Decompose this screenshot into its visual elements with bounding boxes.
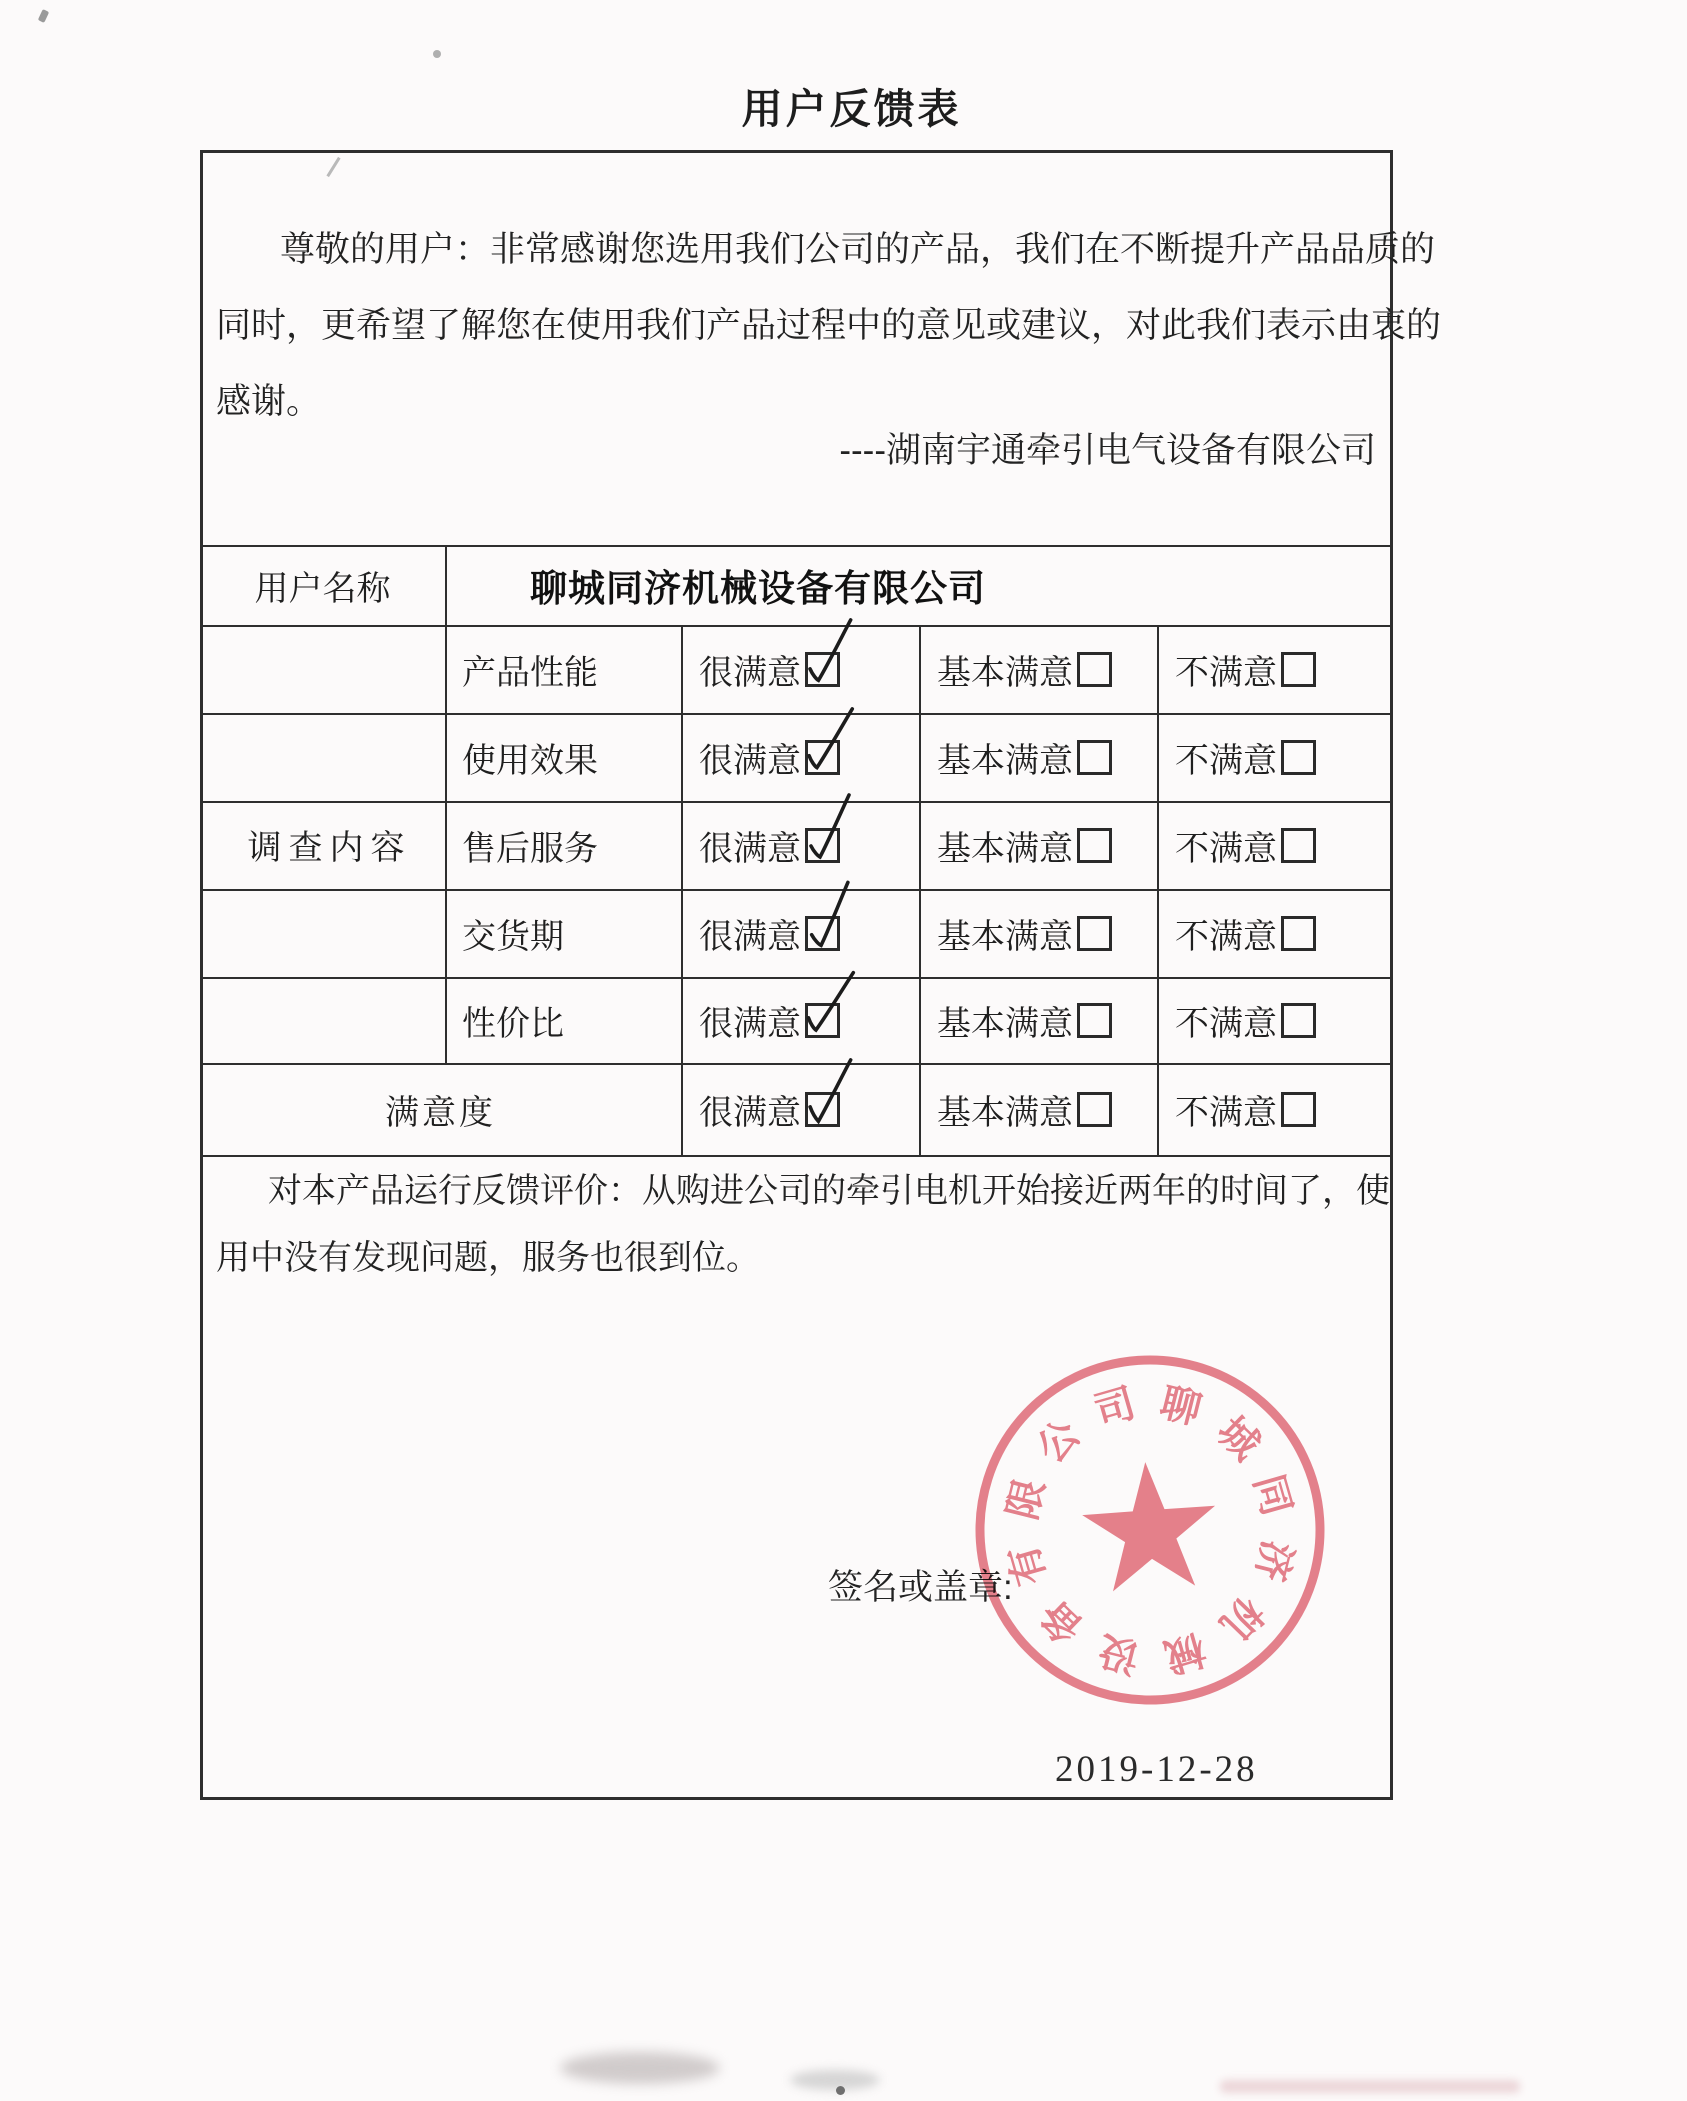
user-name-label: 用户名称	[254, 569, 391, 608]
option-not-satisfied	[1157, 1063, 1395, 1155]
text-line: 尊敬的用户：非常感谢您选用我们公司的产品，我们在不断提升产品品质的	[280, 230, 1436, 269]
option-label: 不满意	[1175, 917, 1277, 956]
option-very-satisfied	[681, 801, 919, 889]
text-line: 感谢。	[216, 382, 322, 421]
checkbox-empty-icon[interactable]	[1281, 828, 1316, 863]
option-very-satisfied	[681, 1063, 919, 1155]
overall-satisfaction-label: 满意度	[385, 1093, 496, 1132]
survey-criteria-label: 性价比	[462, 1004, 564, 1043]
option-label: 不满意	[1175, 1004, 1277, 1043]
option-basically-satisfied	[919, 801, 1157, 889]
svg-text:械: 械	[1159, 1625, 1211, 1679]
option-label: 很满意	[699, 741, 801, 780]
intro-paragraph	[216, 212, 1442, 440]
text-line: 同时，更希望了解您在使用我们产品过程中的意见或建议，对此我们表示由衷的	[216, 306, 1442, 345]
option-basically-satisfied	[919, 977, 1157, 1063]
option-label: 基本满意	[937, 741, 1073, 780]
checkbox-empty-icon[interactable]	[1281, 916, 1316, 951]
checkbox-checked-icon[interactable]	[805, 916, 840, 951]
scan-smudge	[790, 2070, 880, 2090]
option-label: 不满意	[1175, 829, 1277, 868]
feedback-paragraph	[216, 1158, 1390, 1292]
scan-smudge	[1220, 2080, 1520, 2093]
checkbox-checked-icon[interactable]	[805, 740, 840, 775]
checkbox-empty-icon[interactable]	[1077, 1003, 1112, 1038]
scan-speck	[433, 50, 441, 58]
svg-text:公: 公	[1028, 1412, 1089, 1472]
option-label: 基本满意	[937, 917, 1073, 956]
option-label: 基本满意	[937, 653, 1073, 692]
option-basically-satisfied	[919, 889, 1157, 977]
option-label: 基本满意	[937, 1093, 1073, 1132]
scan-speck	[836, 2086, 845, 2095]
option-basically-satisfied	[919, 713, 1157, 801]
survey-criteria-label: 交货期	[462, 917, 564, 956]
svg-text:济: 济	[1247, 1535, 1300, 1586]
table-grid-line	[200, 1155, 1393, 1157]
option-basically-satisfied	[919, 1063, 1157, 1155]
checkbox-empty-icon[interactable]	[1281, 1092, 1316, 1127]
svg-text:司: 司	[1089, 1381, 1141, 1435]
option-label: 很满意	[699, 1093, 801, 1132]
checkbox-empty-icon[interactable]	[1077, 828, 1112, 863]
option-label: 很满意	[699, 653, 801, 692]
checkbox-empty-icon[interactable]	[1077, 652, 1112, 687]
option-not-satisfied	[1157, 801, 1395, 889]
svg-text:机: 机	[1211, 1588, 1272, 1648]
option-label: 基本满意	[937, 1004, 1073, 1043]
survey-content-label: 调查内容	[247, 828, 412, 867]
svg-text:备: 备	[1032, 1591, 1092, 1652]
svg-text:有: 有	[1001, 1539, 1055, 1591]
svg-text:限: 限	[1000, 1474, 1053, 1525]
survey-criteria-label: 售后服务	[462, 829, 598, 868]
option-basically-satisfied	[919, 625, 1157, 713]
checkbox-checked-icon[interactable]	[805, 652, 840, 687]
survey-criteria-label: 使用效果	[462, 741, 598, 780]
scan-speck	[38, 9, 49, 23]
option-label: 不满意	[1175, 653, 1277, 692]
text-line: 用中没有发现问题，服务也很到位。	[216, 1239, 760, 1277]
svg-text:同: 同	[1245, 1469, 1299, 1521]
svg-text:设: 设	[1094, 1627, 1145, 1680]
option-not-satisfied	[1157, 977, 1395, 1063]
scan-smudge	[560, 2052, 720, 2084]
checkbox-empty-icon[interactable]	[1077, 1092, 1112, 1127]
option-label: 不满意	[1175, 1093, 1277, 1132]
svg-text:聊: 聊	[1155, 1380, 1206, 1433]
survey-criteria-label: 产品性能	[462, 653, 598, 692]
company-seal-stamp	[937, 1317, 1364, 1744]
user-name-value: 聊城同济机械设备有限公司	[530, 568, 986, 609]
checkbox-checked-icon[interactable]	[805, 1003, 840, 1038]
option-label: 很满意	[699, 917, 801, 956]
option-very-satisfied	[681, 713, 919, 801]
option-label: 基本满意	[937, 829, 1073, 868]
option-not-satisfied	[1157, 625, 1395, 713]
checkbox-checked-icon[interactable]	[805, 828, 840, 863]
text-line: 对本产品运行反馈评价：从购进公司的牵引电机开始接近两年的时间了，使	[268, 1172, 1390, 1210]
manufacturer-signature: ----湖南宇通牵引电气设备有限公司	[839, 431, 1376, 470]
stamp-star-icon	[1079, 1458, 1221, 1594]
signature-or-seal-label: 签名或盖章:	[828, 1568, 1013, 1607]
checkbox-empty-icon[interactable]	[1077, 740, 1112, 775]
option-very-satisfied	[681, 625, 919, 713]
checkbox-empty-icon[interactable]	[1077, 916, 1112, 951]
option-label: 很满意	[699, 1004, 801, 1043]
page-title: 用户反馈表	[741, 86, 962, 132]
option-label: 很满意	[699, 829, 801, 868]
option-not-satisfied	[1157, 889, 1395, 977]
checkbox-checked-icon[interactable]	[805, 1092, 840, 1127]
date-value: 2019-12-28	[1055, 1749, 1258, 1790]
checkbox-empty-icon[interactable]	[1281, 652, 1316, 687]
checkbox-empty-icon[interactable]	[1281, 740, 1316, 775]
option-not-satisfied	[1157, 713, 1395, 801]
option-very-satisfied	[681, 977, 919, 1063]
option-very-satisfied	[681, 889, 919, 977]
checkbox-empty-icon[interactable]	[1281, 1003, 1316, 1038]
option-label: 不满意	[1175, 741, 1277, 780]
svg-text:城: 城	[1208, 1408, 1268, 1469]
